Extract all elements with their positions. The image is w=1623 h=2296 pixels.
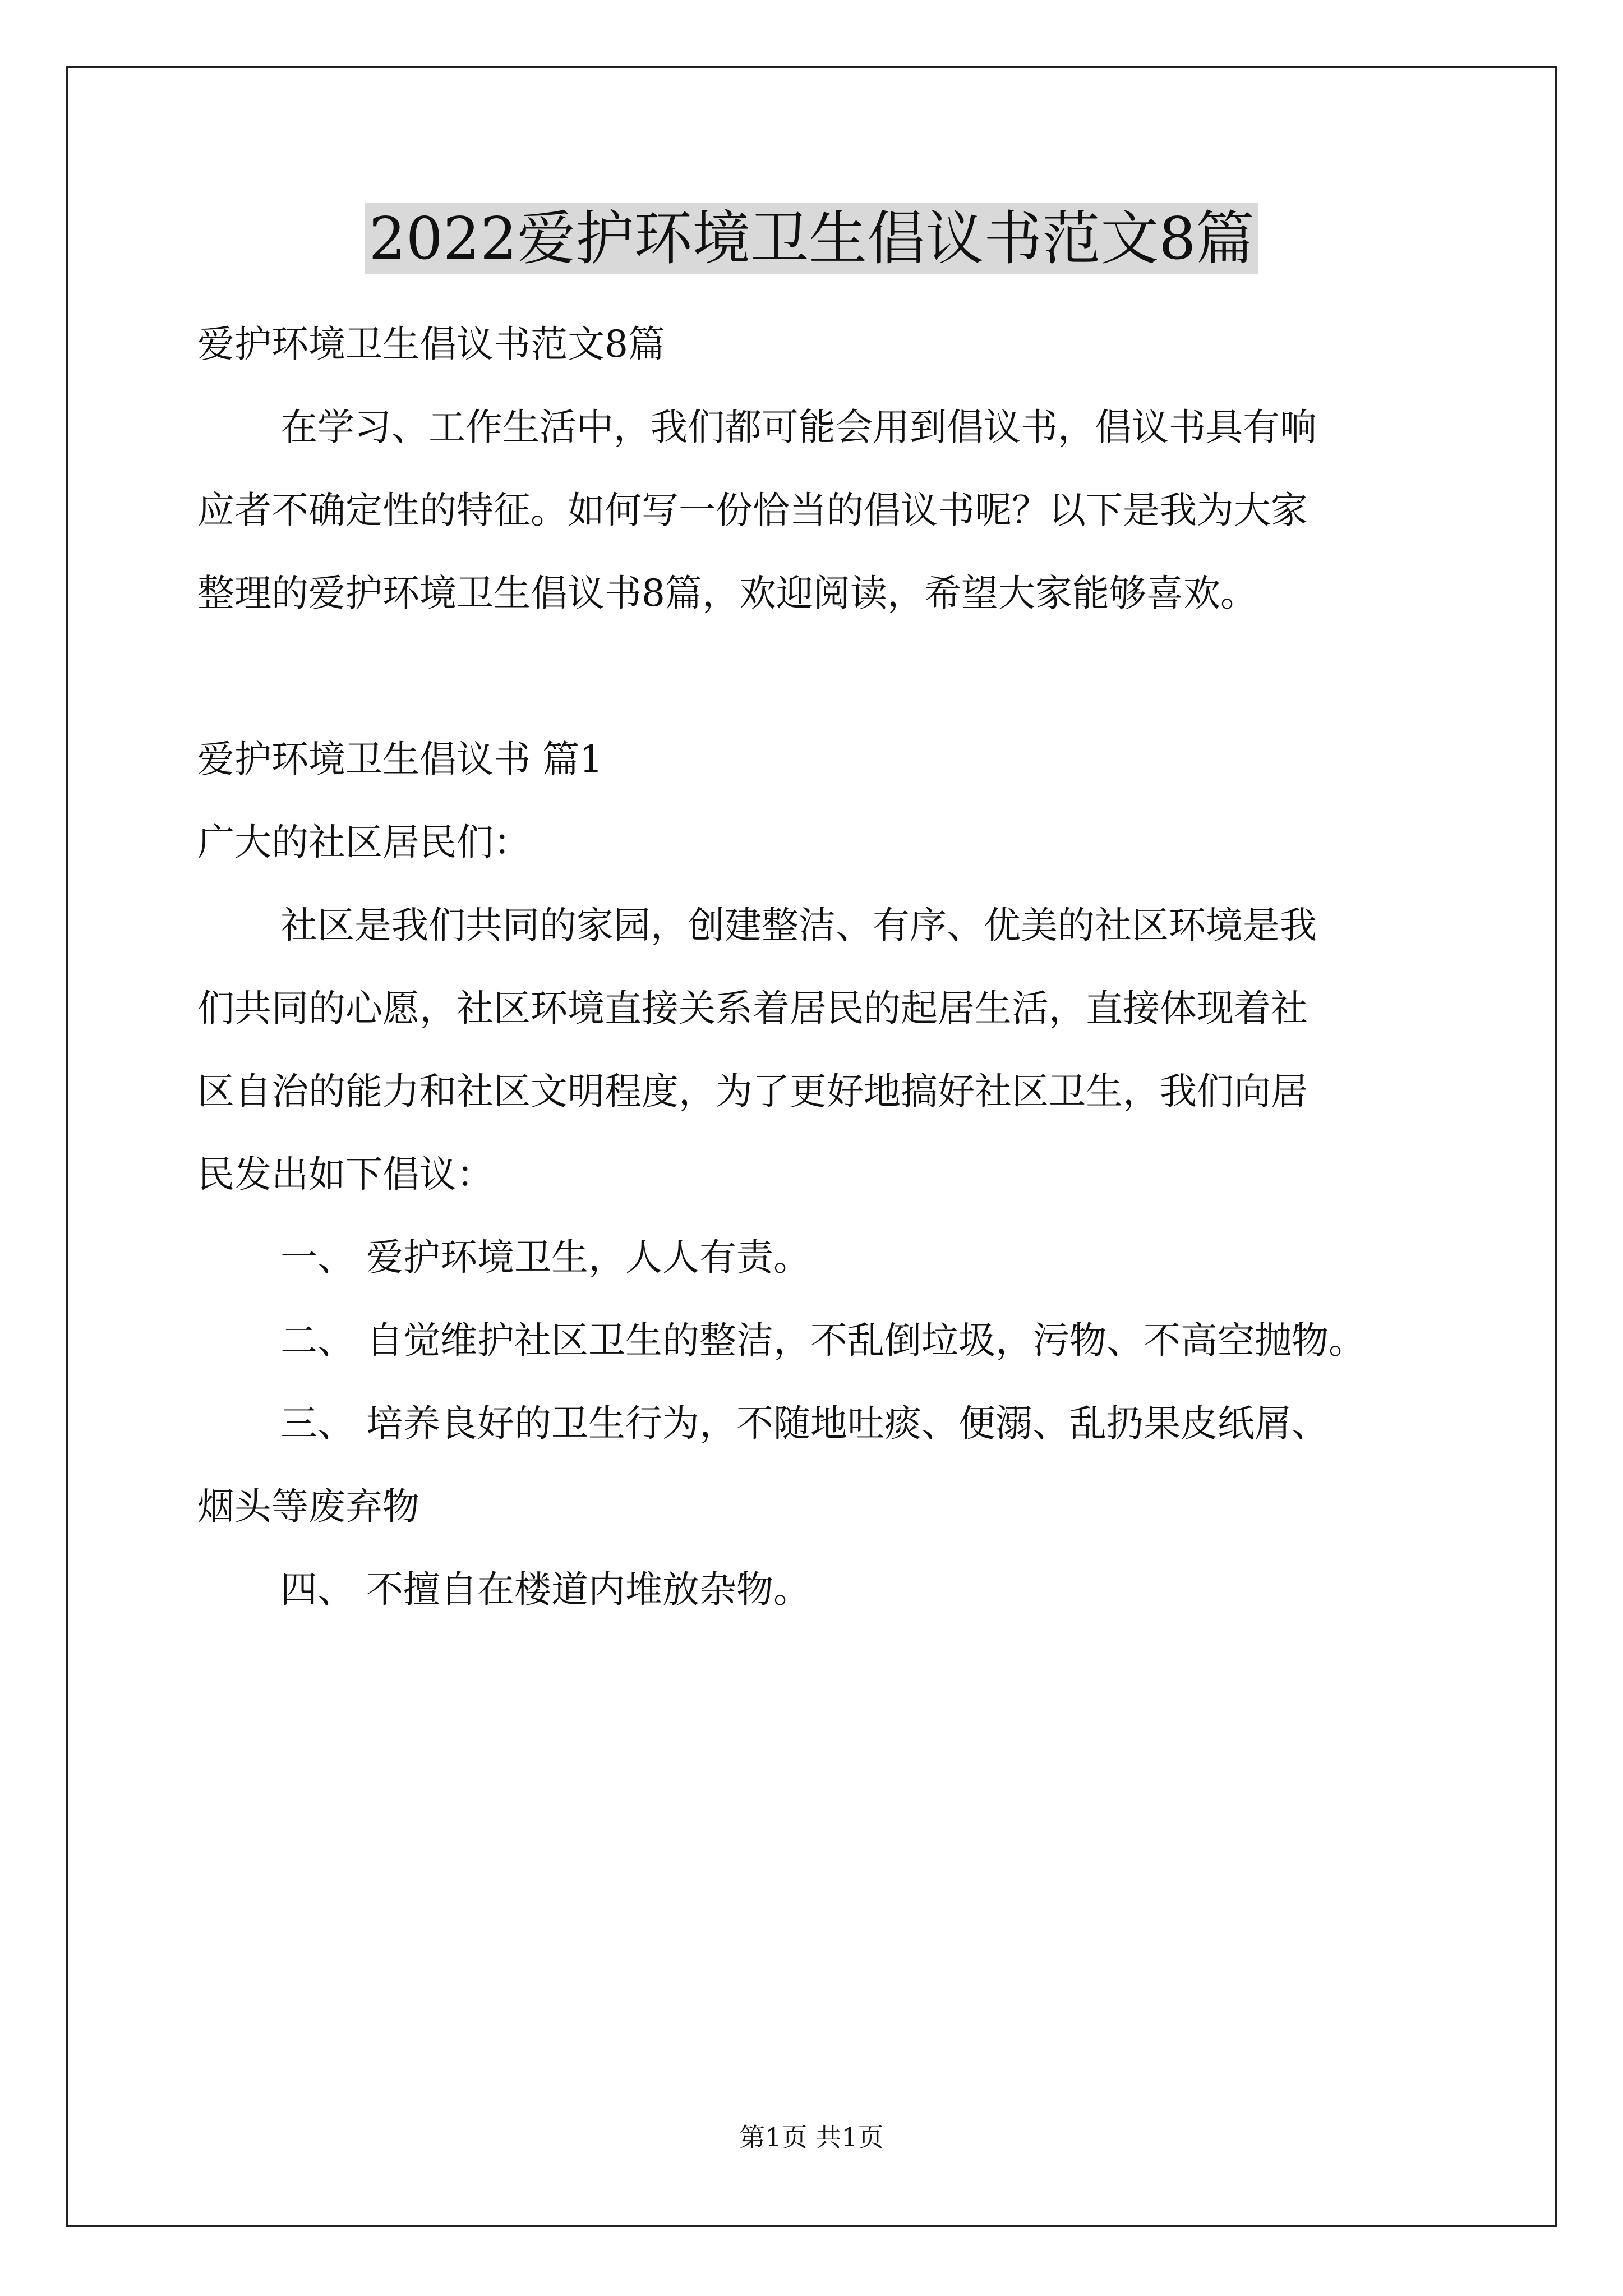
intro-line-1: 在学习、工作生活中，我们都可能会用到倡议书，倡议书具有响 [280,406,1317,449]
page-number-footer: 第1页 共1页 [739,2122,884,2152]
list-item-3-continued: 烟头等废弃物 [197,1485,419,1528]
list-item-1: 一、 爱护环境卫生，人人有责。 [280,1236,810,1279]
body-line-3: 区自治的能力和社区文明程度，为了更好地搞好社区卫生，我们向居 [197,1070,1308,1113]
paragraph-spacer [197,635,1431,718]
body-line-2: 们共同的心愿，社区环境直接关系着居民的起居生活，直接体现着社 [197,987,1308,1030]
body-line-4: 民发出如下倡议： [197,1153,494,1196]
list-item-2: 二、 自觉维护社区卫生的整洁，不乱倒垃圾，污物、不高空抛物。 [280,1319,1366,1362]
salutation: 广大的社区居民们： [197,821,531,864]
section-heading: 爱护环境卫生倡议书 篇1 [197,738,603,781]
subtitle: 爱护环境卫生倡议书范文8篇 [197,323,665,366]
body-line-1: 社区是我们共同的家园，创建整洁、有序、优美的社区环境是我 [280,904,1317,947]
list-item-4: 四、 不擅自在楼道内堆放杂物。 [280,1568,810,1611]
intro-line-2: 应者不确定性的特征。如何写一份恰当的倡议书呢？以下是我为大家 [197,489,1308,532]
document-title [0,199,1623,278]
document-body [197,303,1431,1631]
title-highlight: 2022爱护环境卫生倡议书范文8篇 [365,203,1259,274]
list-item-3: 三、 培养良好的卫生行为，不随地吐痰、便溺、乱扔果皮纸屑、 [280,1402,1329,1445]
intro-line-3: 整理的爱护环境卫生倡议书8篇，欢迎阅读，希望大家能够喜欢。 [197,572,1257,615]
